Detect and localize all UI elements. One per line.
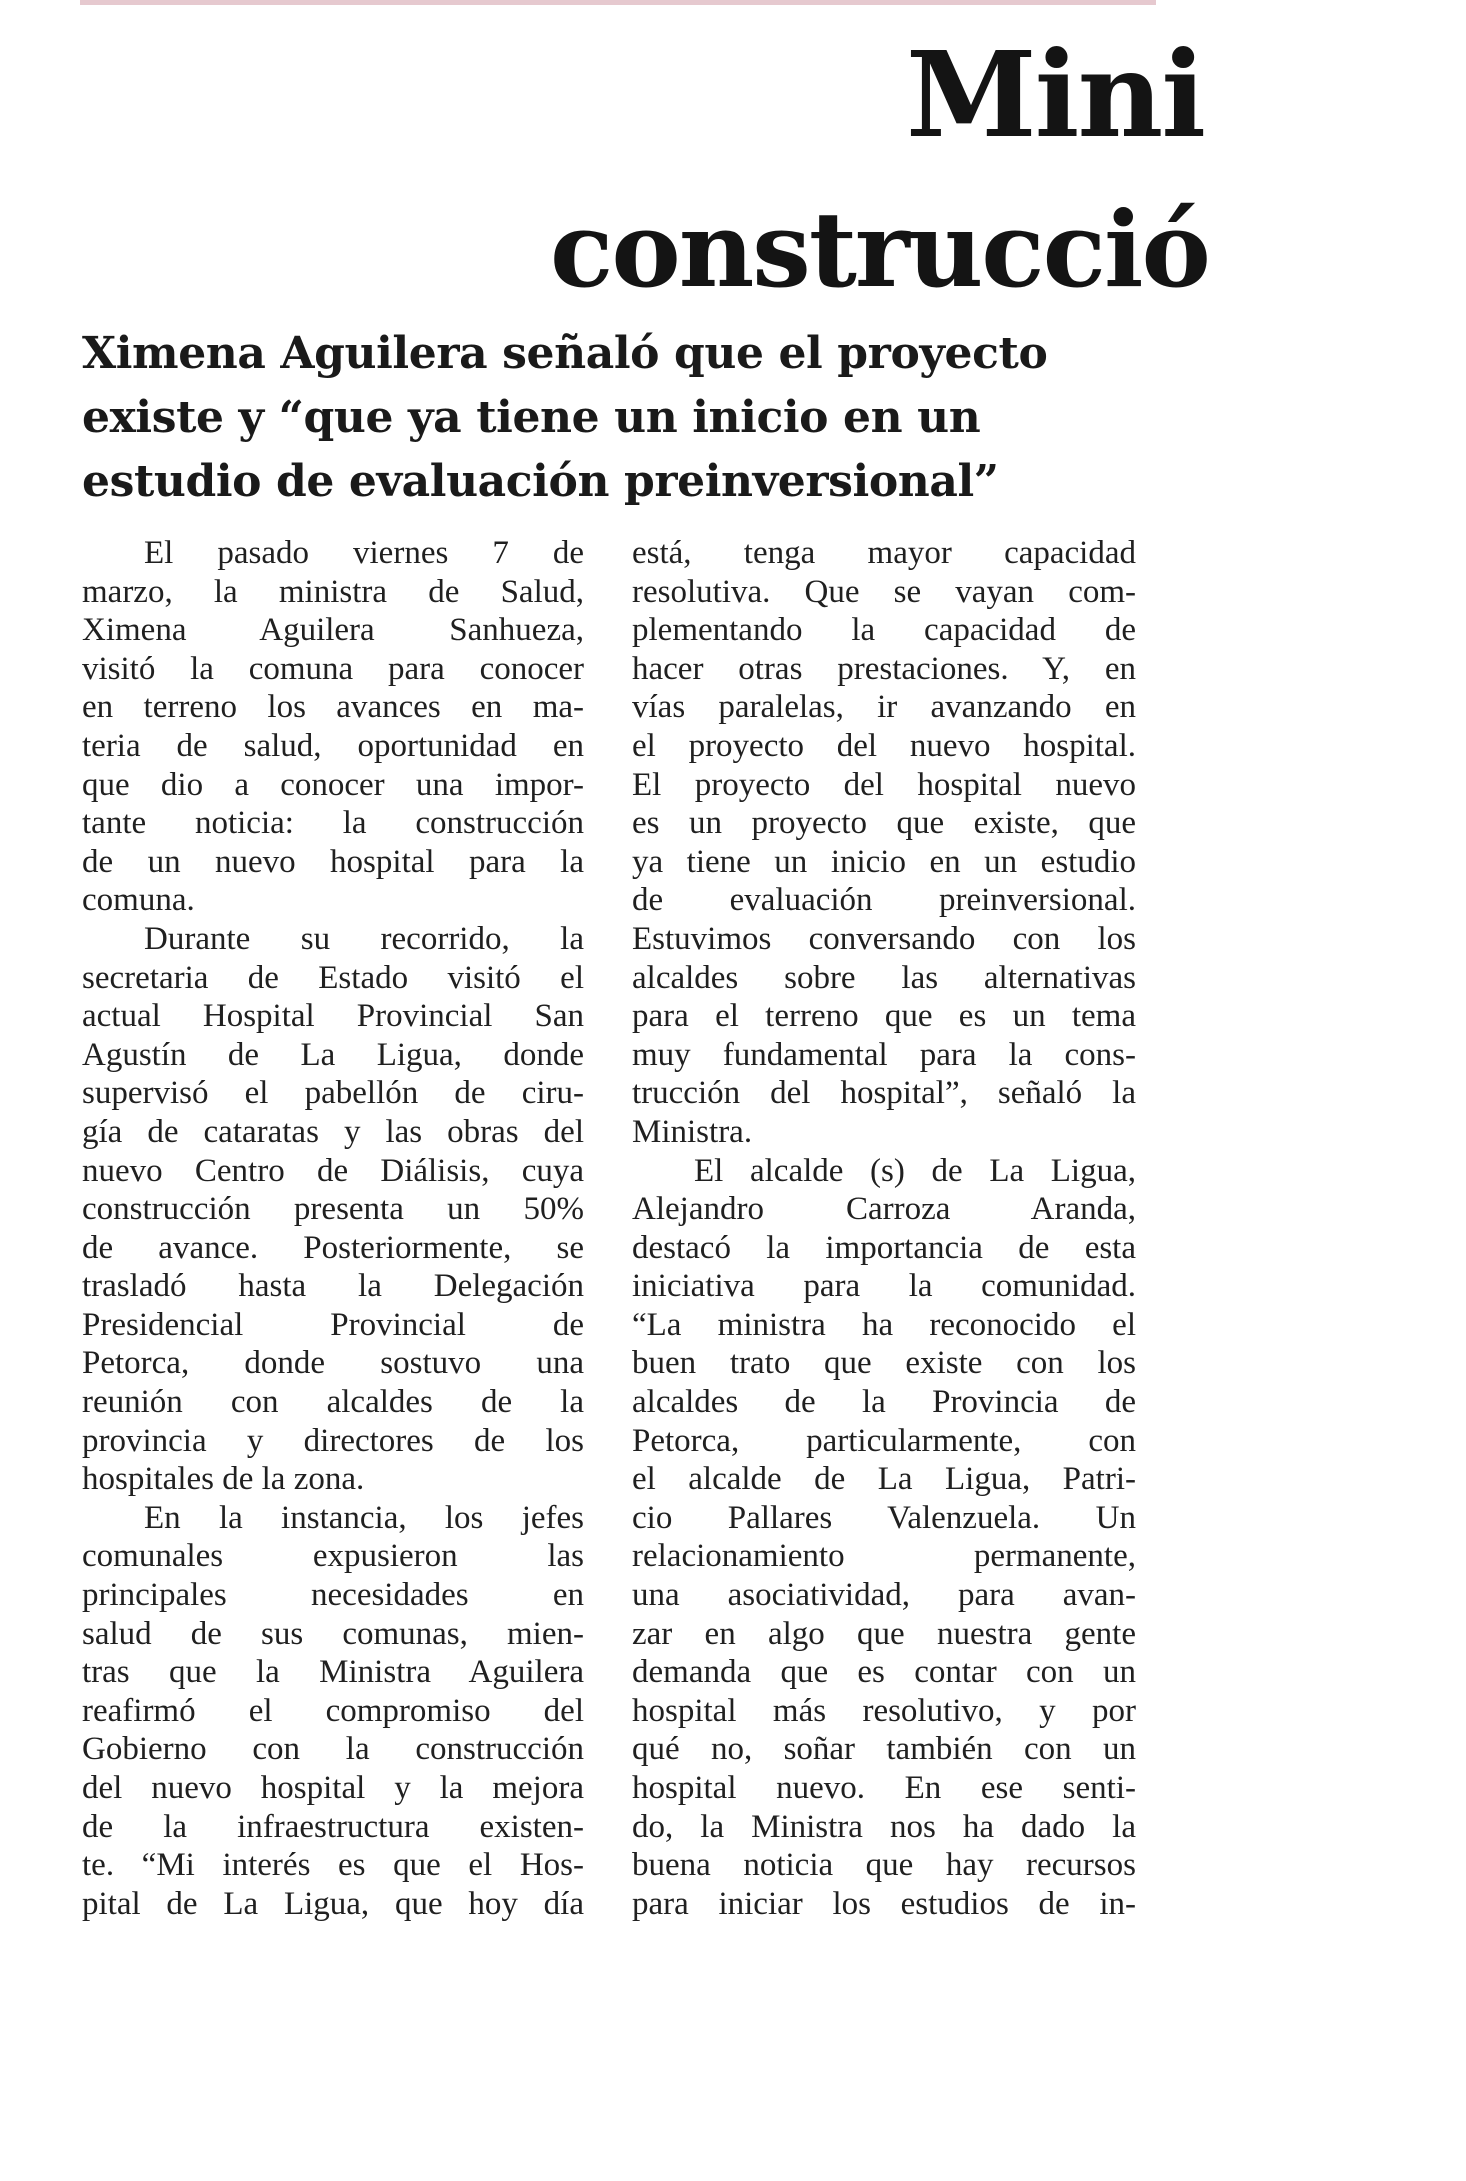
- article-text-line: de un nuevo hospital para la: [82, 843, 584, 880]
- subheadline-line: estudio de evaluación preinversional”: [82, 456, 999, 507]
- article-text-line: tras que la Ministra Aguilera: [82, 1654, 584, 1691]
- article-text-line: destacó la importancia de esta: [632, 1229, 1136, 1266]
- article-text-line: Ximena Aguilera Sanhueza,: [82, 612, 584, 649]
- article-text-line: Durante su recorrido, la: [144, 920, 584, 957]
- headline-line-1: Mini: [906, 25, 1205, 164]
- article-text-line: para el terreno que es un tema: [632, 998, 1136, 1035]
- article-text-line: reafirmó el compromiso del: [82, 1692, 584, 1729]
- article-text-line: alcaldes sobre las alternativas: [632, 959, 1136, 996]
- article-text-line: alcaldes de la Provincia de: [632, 1384, 1136, 1421]
- article-text-line: El alcalde (s) de La Ligua,: [694, 1152, 1136, 1189]
- article-text-line: para iniciar los estudios de in-: [632, 1885, 1136, 1922]
- article-text-line: plementando la capacidad de: [632, 612, 1136, 649]
- article-text-line: buen trato que existe con los: [632, 1345, 1136, 1382]
- article-text-line: construcción presenta un 50%: [82, 1191, 584, 1228]
- article-text-line: trasladó hasta la Delegación: [82, 1268, 584, 1305]
- article-text-line: qué no, soñar también con un: [632, 1731, 1136, 1768]
- subheadline: [82, 322, 1082, 514]
- article-text-line: Presidencial Provincial de: [82, 1306, 584, 1343]
- article-text-line: el proyecto del nuevo hospital.: [632, 727, 1136, 764]
- article-column-left: [82, 534, 584, 1923]
- article-text-line: te. “Mi interés es que el Hos-: [82, 1847, 584, 1884]
- article-text-line: en terreno los avances en ma-: [82, 689, 584, 726]
- article-text-line: tante noticia: la construcción: [82, 805, 584, 842]
- article-text-line: muy fundamental para la cons-: [632, 1036, 1136, 1073]
- article-text-line: secretaria de Estado visitó el: [82, 959, 584, 996]
- article-column-right: [632, 534, 1136, 1923]
- article-text-line: está, tenga mayor capacidad: [632, 535, 1136, 571]
- article-text-line: “La ministra ha reconocido el: [632, 1306, 1136, 1343]
- article-text-line: marzo, la ministra de Salud,: [82, 573, 584, 610]
- article-text-line: hospital más resolutivo, y por: [632, 1692, 1136, 1729]
- article-text-line: trucción del hospital”, señaló la: [632, 1075, 1136, 1112]
- subheadline-line: Ximena Aguilera señaló que el proyecto: [82, 328, 1048, 379]
- top-rule: [80, 0, 1156, 5]
- article-text-line: vías paralelas, ir avanzando en: [632, 689, 1136, 726]
- article-text-line: de evaluación preinversional.: [632, 882, 1136, 919]
- article-text-line: zar en algo que nuestra gente: [632, 1615, 1136, 1652]
- headline-line-2: construcció: [550, 188, 1209, 311]
- article-text-line: el alcalde de La Ligua, Patri-: [632, 1461, 1136, 1498]
- article-text-line: es un proyecto que existe, que: [632, 805, 1136, 842]
- article-text-line: provincia y directores de los: [82, 1422, 584, 1459]
- article-text-line: comunales expusieron las: [82, 1538, 584, 1575]
- article-text-line: una asociatividad, para avan-: [632, 1577, 1136, 1614]
- article-text-line: hospitales de la zona.: [82, 1461, 365, 1498]
- article-text-line: nuevo Centro de Diálisis, cuya: [82, 1152, 584, 1189]
- article-text-line: supervisó el pabellón de ciru-: [82, 1075, 584, 1112]
- article-text-line: Ministra.: [632, 1113, 753, 1150]
- article-text-line: Gobierno con la construcción: [82, 1731, 584, 1768]
- article-text-line: salud de sus comunas, mien-: [82, 1615, 584, 1652]
- article-text-line: buena noticia que hay recursos: [632, 1847, 1136, 1884]
- article-text-line: Agustín de La Ligua, donde: [82, 1036, 584, 1073]
- article-text-line: reunión con alcaldes de la: [82, 1384, 584, 1421]
- article-text-line: de la infraestructura existen-: [82, 1808, 584, 1845]
- article-text-line: del nuevo hospital y la mejora: [82, 1770, 584, 1806]
- article-text-line: En la instancia, los jefes: [144, 1499, 584, 1536]
- article-text-line: demanda que es contar con un: [632, 1654, 1136, 1691]
- article-text-line: hacer otras prestaciones. Y, en: [632, 650, 1136, 687]
- article-text-line: do, la Ministra nos ha dado la: [632, 1808, 1136, 1845]
- article-text-line: Petorca, donde sostuvo una: [82, 1345, 584, 1382]
- article-text-line: que dio a conocer una impor-: [82, 766, 584, 803]
- article-text-line: El pasado viernes 7 de: [144, 535, 584, 571]
- article-text-line: Estuvimos conversando con los: [632, 920, 1136, 957]
- article-text-line: pital de La Ligua, que hoy día: [82, 1885, 584, 1922]
- article-text-line: principales necesidades en: [82, 1577, 584, 1614]
- article-text-line: iniciativa para la comunidad.: [632, 1268, 1136, 1305]
- article-text-line: Petorca, particularmente, con: [632, 1422, 1136, 1459]
- article-text-line: visitó la comuna para conocer: [82, 650, 584, 687]
- article-text-line: cio Pallares Valenzuela. Un: [632, 1499, 1136, 1536]
- article-text-line: comuna.: [82, 882, 195, 919]
- article-text-line: relacionamiento permanente,: [632, 1538, 1136, 1575]
- article-text-line: Alejandro Carroza Aranda,: [632, 1191, 1136, 1228]
- article-text-line: de avance. Posteriormente, se: [82, 1229, 584, 1266]
- article-text-line: teria de salud, oportunidad en: [82, 727, 584, 764]
- subheadline-line: existe y “que ya tiene un inicio en un: [82, 392, 981, 443]
- article-text-line: actual Hospital Provincial San: [82, 998, 584, 1035]
- article-text-line: gía de cataratas y las obras del: [82, 1113, 584, 1150]
- article-text-line: resolutiva. Que se vayan com-: [632, 573, 1136, 610]
- article-text-line: hospital nuevo. En ese senti-: [632, 1770, 1136, 1806]
- article-text-line: El proyecto del hospital nuevo: [632, 766, 1136, 803]
- article-text-line: ya tiene un inicio en un estudio: [632, 843, 1136, 880]
